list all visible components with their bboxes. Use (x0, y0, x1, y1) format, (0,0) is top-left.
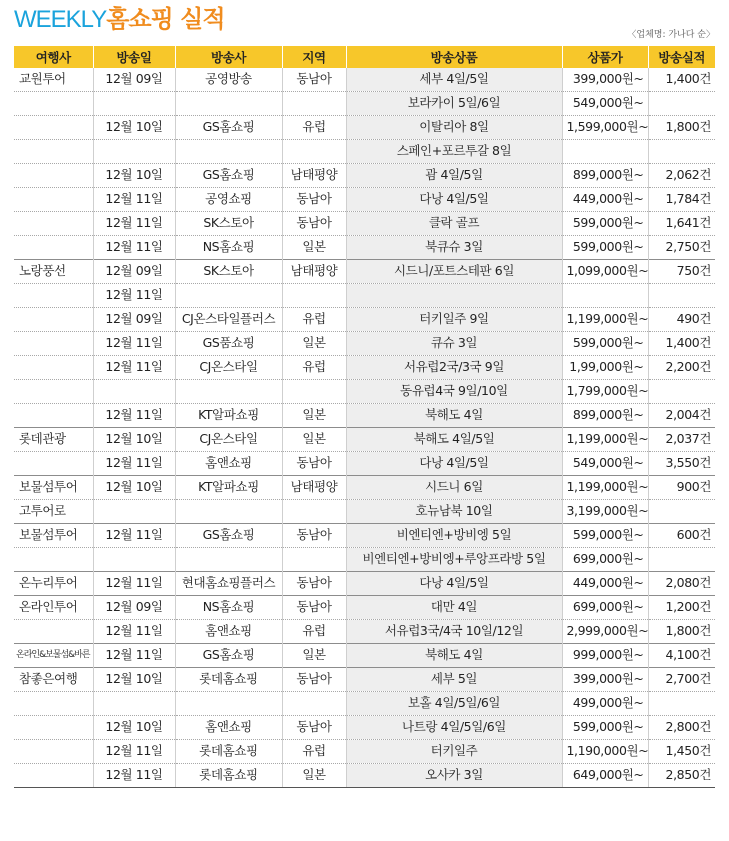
region-cell: 일본 (282, 404, 346, 428)
channel-cell (175, 692, 282, 716)
agency-cell (14, 308, 93, 332)
result-cell (648, 548, 715, 572)
channel-cell: 홈앤쇼핑 (175, 716, 282, 740)
region-cell: 일본 (282, 644, 346, 668)
agency-cell: 온라인투어 (14, 596, 93, 620)
price-cell: 399,000원~ (562, 668, 648, 692)
col-header-region: 지역 (282, 46, 346, 68)
table-row (14, 164, 715, 188)
result-cell: 2,062건 (648, 164, 715, 188)
date-cell: 12월 11일 (93, 356, 175, 380)
price-cell: 549,000원~ (562, 452, 648, 476)
region-cell: 유럽 (282, 620, 346, 644)
agency-cell: 참좋은여행 (14, 668, 93, 692)
price-cell: 899,000원~ (562, 404, 648, 428)
region-cell (282, 92, 346, 116)
table-row (14, 212, 715, 236)
product-cell: 클락 골프 (346, 212, 562, 236)
result-cell: 2,200건 (648, 356, 715, 380)
agency-cell (14, 356, 93, 380)
agency-cell (14, 548, 93, 572)
product-cell: 보홀 4일/5일/6일 (346, 692, 562, 716)
price-cell: 449,000원~ (562, 572, 648, 596)
agency-cell: 온라인&보물섬&바른 (14, 644, 93, 668)
region-cell: 유럽 (282, 116, 346, 140)
price-cell: 3,199,000원~ (562, 500, 648, 524)
agency-cell (14, 212, 93, 236)
table-row (14, 668, 715, 692)
agency-cell (14, 740, 93, 764)
product-cell: 시드니/포트스테판 6일 (346, 260, 562, 284)
region-cell: 일본 (282, 428, 346, 452)
agency-cell (14, 404, 93, 428)
price-cell: 1,199,000원~ (562, 476, 648, 500)
channel-cell: 공영쇼핑 (175, 188, 282, 212)
agency-cell (14, 116, 93, 140)
region-cell: 유럽 (282, 308, 346, 332)
price-cell: 599,000원~ (562, 236, 648, 260)
table-row (14, 764, 715, 788)
region-cell: 유럽 (282, 356, 346, 380)
product-cell: 북해도 4일 (346, 404, 562, 428)
date-cell: 12월 11일 (93, 236, 175, 260)
price-cell: 2,999,000원~ (562, 620, 648, 644)
product-cell: 터키일주 9일 (346, 308, 562, 332)
product-cell: 북해도 4일 (346, 644, 562, 668)
product-cell: 이탈리아 8일 (346, 116, 562, 140)
channel-cell: CJ온스타일플러스 (175, 308, 282, 332)
price-cell: 599,000원~ (562, 212, 648, 236)
agency-cell (14, 380, 93, 404)
table-row (14, 380, 715, 404)
table-row (14, 500, 715, 524)
table-row (14, 284, 715, 308)
col-header-channel: 방송사 (175, 46, 282, 68)
product-cell: 스페인+포르투갈 8일 (346, 140, 562, 164)
result-cell: 1,400건 (648, 68, 715, 92)
price-cell: 449,000원~ (562, 188, 648, 212)
region-cell: 남태평양 (282, 164, 346, 188)
product-cell: 다낭 4일/5일 (346, 188, 562, 212)
product-cell: 세부 4일/5일 (346, 68, 562, 92)
result-cell (648, 500, 715, 524)
agency-cell (14, 716, 93, 740)
agency-cell: 교원투어 (19, 71, 66, 86)
table-row (14, 308, 715, 332)
table-row (14, 116, 715, 140)
col-header-result: 방송실적 (648, 46, 715, 68)
agency-cell (14, 452, 93, 476)
region-cell: 유럽 (282, 740, 346, 764)
product-cell: 터키일주 (346, 740, 562, 764)
product-cell (346, 284, 562, 308)
price-cell (562, 284, 648, 308)
price-cell (562, 140, 648, 164)
product-cell: 서유럽3국/4국 10일/12일 (346, 620, 562, 644)
table-row (14, 692, 715, 716)
product-cell: 서유럽2국/3국 9일 (346, 356, 562, 380)
agency-cell (14, 764, 93, 788)
agency-cell (14, 284, 93, 308)
agency-cell (14, 140, 93, 164)
product-cell: 세부 5일 (346, 668, 562, 692)
channel-cell: GS품쇼핑 (175, 332, 282, 356)
price-cell: 999,000원~ (562, 644, 648, 668)
col-header-agency: 여행사 (14, 46, 93, 68)
date-cell (93, 380, 175, 404)
result-cell: 2,700건 (648, 668, 715, 692)
region-cell: 동남아 (282, 716, 346, 740)
table-row (14, 260, 715, 284)
region-cell: 동남아 (282, 68, 346, 92)
table-row (14, 644, 715, 668)
channel-cell: 홈앤쇼핑 (175, 620, 282, 644)
channel-cell (175, 140, 282, 164)
agency-cell (14, 164, 93, 188)
channel-cell (175, 284, 282, 308)
date-cell: 12월 11일 (93, 764, 175, 788)
result-cell: 1,400건 (648, 332, 715, 356)
agency-cell (14, 620, 93, 644)
result-cell (648, 92, 715, 116)
result-cell: 2,037건 (648, 428, 715, 452)
agency-cell: 온누리투어 (14, 572, 93, 596)
table-row (14, 716, 715, 740)
price-cell: 699,000원~ (562, 596, 648, 620)
result-cell: 2,750건 (648, 236, 715, 260)
table-row (14, 404, 715, 428)
channel-cell: KT알파쇼핑 (175, 404, 282, 428)
result-cell: 1,800건 (648, 620, 715, 644)
region-cell: 동남아 (282, 212, 346, 236)
result-cell: 1,200건 (648, 596, 715, 620)
date-cell: 12월 10일 (93, 164, 175, 188)
sort-note: 〈업체명: 가나다 순〉 (627, 30, 715, 40)
result-cell: 2,004건 (648, 404, 715, 428)
agency-cell: 보물섬투어 (14, 476, 93, 500)
date-cell (93, 92, 175, 116)
channel-cell: CJ온스타일 (175, 356, 282, 380)
channel-cell: GS홈쇼핑 (175, 524, 282, 548)
product-cell: 다낭 4일/5일 (346, 452, 562, 476)
table-row (14, 596, 715, 620)
price-cell: 549,000원~ (562, 92, 648, 116)
sales-table (14, 46, 715, 788)
date-cell (93, 500, 175, 524)
table-row (14, 332, 715, 356)
table-row (14, 452, 715, 476)
table-row (14, 92, 715, 116)
region-cell: 동남아 (282, 452, 346, 476)
product-cell: 북해도 4일/5일 (346, 428, 562, 452)
agency-cell (14, 188, 93, 212)
result-cell: 4,100건 (648, 644, 715, 668)
date-cell: 12월 11일 (93, 524, 175, 548)
table-row (14, 188, 715, 212)
agency-cell (14, 692, 93, 716)
price-cell: 1,199,000원~ (562, 308, 648, 332)
region-cell: 일본 (282, 332, 346, 356)
product-cell: 나트랑 4일/5일/6일 (346, 716, 562, 740)
channel-cell (175, 92, 282, 116)
channel-cell (175, 380, 282, 404)
price-cell: 1,099,000원~ (562, 260, 648, 284)
channel-cell: 현대홈쇼핑플러스 (175, 572, 282, 596)
region-cell (282, 500, 346, 524)
agency-cell (14, 332, 93, 356)
result-cell: 490건 (648, 308, 715, 332)
agency-cell: 고투어로 (14, 500, 93, 524)
result-cell: 750건 (648, 260, 715, 284)
date-cell (93, 140, 175, 164)
channel-cell (175, 548, 282, 572)
price-cell: 699,000원~ (562, 548, 648, 572)
region-cell (282, 692, 346, 716)
date-cell (93, 548, 175, 572)
result-cell: 1,450건 (648, 740, 715, 764)
result-cell: 3,550건 (648, 452, 715, 476)
product-cell: 괌 4일/5일 (346, 164, 562, 188)
region-cell: 동남아 (282, 524, 346, 548)
date-cell: 12월 09일 (93, 68, 175, 92)
product-cell: 북큐슈 3일 (346, 236, 562, 260)
col-header-product: 방송상품 (346, 46, 562, 68)
date-cell: 12월 11일 (93, 572, 175, 596)
product-cell: 다낭 4일/5일 (346, 572, 562, 596)
date-cell: 12월 11일 (93, 740, 175, 764)
channel-cell: GS홈쇼핑 (175, 644, 282, 668)
col-header-price: 상품가 (562, 46, 648, 68)
date-cell: 12월 11일 (93, 644, 175, 668)
table-header-row (14, 46, 715, 68)
result-cell: 2,800건 (648, 716, 715, 740)
price-cell: 649,000원~ (562, 764, 648, 788)
date-cell: 12월 10일 (93, 716, 175, 740)
table-row (14, 356, 715, 380)
channel-cell: NS홈쇼핑 (175, 236, 282, 260)
region-cell (282, 548, 346, 572)
table-row (14, 428, 715, 452)
result-cell: 1,784건 (648, 188, 715, 212)
channel-cell: NS홈쇼핑 (175, 596, 282, 620)
channel-cell: 롯데홈쇼핑 (175, 740, 282, 764)
date-cell: 12월 11일 (93, 284, 175, 308)
price-cell: 399,000원~ (562, 68, 648, 92)
result-cell (648, 284, 715, 308)
product-cell: 큐슈 3일 (346, 332, 562, 356)
channel-cell: KT알파쇼핑 (175, 476, 282, 500)
result-cell (648, 380, 715, 404)
price-cell: 599,000원~ (562, 332, 648, 356)
region-cell: 동남아 (282, 668, 346, 692)
region-cell: 일본 (282, 764, 346, 788)
price-cell: 1,190,000원~ (562, 740, 648, 764)
price-cell: 1,199,000원~ (562, 428, 648, 452)
channel-cell (175, 500, 282, 524)
agency-cell: 보물섬투어 (14, 524, 93, 548)
product-cell: 보라카이 5일/6일 (346, 92, 562, 116)
channel-cell: CJ온스타일 (175, 428, 282, 452)
date-cell: 12월 09일 (93, 596, 175, 620)
date-cell: 12월 09일 (93, 260, 175, 284)
table-row (14, 620, 715, 644)
region-cell: 남태평양 (282, 476, 346, 500)
product-cell: 비엔티엔+방비엥+루앙프라방 5일 (346, 548, 562, 572)
result-cell: 2,080건 (648, 572, 715, 596)
date-cell: 12월 11일 (93, 620, 175, 644)
price-cell: 1,799,000원~ (562, 380, 648, 404)
date-cell: 12월 10일 (93, 428, 175, 452)
region-cell: 남태평양 (282, 260, 346, 284)
region-cell: 동남아 (282, 188, 346, 212)
price-cell: 1,99,000원~ (562, 356, 648, 380)
channel-cell: GS홈쇼핑 (175, 116, 282, 140)
channel-cell: 롯데홈쇼핑 (175, 764, 282, 788)
channel-cell: 롯데홈쇼핑 (175, 668, 282, 692)
price-cell: 599,000원~ (562, 524, 648, 548)
region-cell (282, 140, 346, 164)
channel-cell: 공영방송 (175, 68, 282, 92)
date-cell: 12월 11일 (93, 332, 175, 356)
table-row (14, 476, 715, 500)
date-cell (93, 692, 175, 716)
result-cell: 1,641건 (648, 212, 715, 236)
date-cell: 12월 11일 (93, 404, 175, 428)
date-cell: 12월 11일 (93, 212, 175, 236)
price-cell: 599,000원~ (562, 716, 648, 740)
table-row (14, 524, 715, 548)
table-row (14, 572, 715, 596)
channel-cell: 홈앤쇼핑 (175, 452, 282, 476)
price-cell: 899,000원~ (562, 164, 648, 188)
product-cell: 시드니 6일 (346, 476, 562, 500)
result-cell (648, 692, 715, 716)
product-cell: 비엔티엔+방비엥 5일 (346, 524, 562, 548)
date-cell: 12월 10일 (93, 476, 175, 500)
agency-cell (14, 236, 93, 260)
region-cell: 일본 (282, 236, 346, 260)
product-cell: 대만 4일 (346, 596, 562, 620)
result-cell: 2,850건 (648, 764, 715, 788)
channel-cell: SK스토아 (175, 212, 282, 236)
date-cell: 12월 11일 (93, 452, 175, 476)
channel-cell: GS홈쇼핑 (175, 164, 282, 188)
product-cell: 오사카 3일 (346, 764, 562, 788)
price-cell: 1,599,000원~ (562, 116, 648, 140)
result-cell: 1,800건 (648, 116, 715, 140)
product-cell: 동유럽4국 9일/10일 (346, 380, 562, 404)
title-korean: 홈쇼핑 실적 (106, 5, 225, 33)
date-cell: 12월 10일 (93, 668, 175, 692)
region-cell (282, 380, 346, 404)
date-cell: 12월 11일 (93, 188, 175, 212)
table-row (14, 236, 715, 260)
col-header-date: 방송일 (93, 46, 175, 68)
region-cell: 동남아 (282, 596, 346, 620)
region-cell: 동남아 (282, 572, 346, 596)
table-row (14, 548, 715, 572)
table-row (14, 68, 715, 92)
result-cell: 600건 (648, 524, 715, 548)
date-cell: 12월 10일 (93, 116, 175, 140)
title-weekly: WEEKLY (14, 6, 107, 33)
date-cell: 12월 09일 (93, 308, 175, 332)
agency-cell (14, 92, 93, 116)
table-row (14, 740, 715, 764)
channel-cell: SK스토아 (175, 260, 282, 284)
result-cell (648, 140, 715, 164)
agency-cell: 노랑풍선 (14, 260, 93, 284)
table-row (14, 140, 715, 164)
result-cell: 900건 (648, 476, 715, 500)
region-cell (282, 284, 346, 308)
product-cell: 호뉴남북 10일 (346, 500, 562, 524)
price-cell: 499,000원~ (562, 692, 648, 716)
agency-cell: 롯데관광 (14, 428, 93, 452)
page-title (14, 4, 225, 35)
